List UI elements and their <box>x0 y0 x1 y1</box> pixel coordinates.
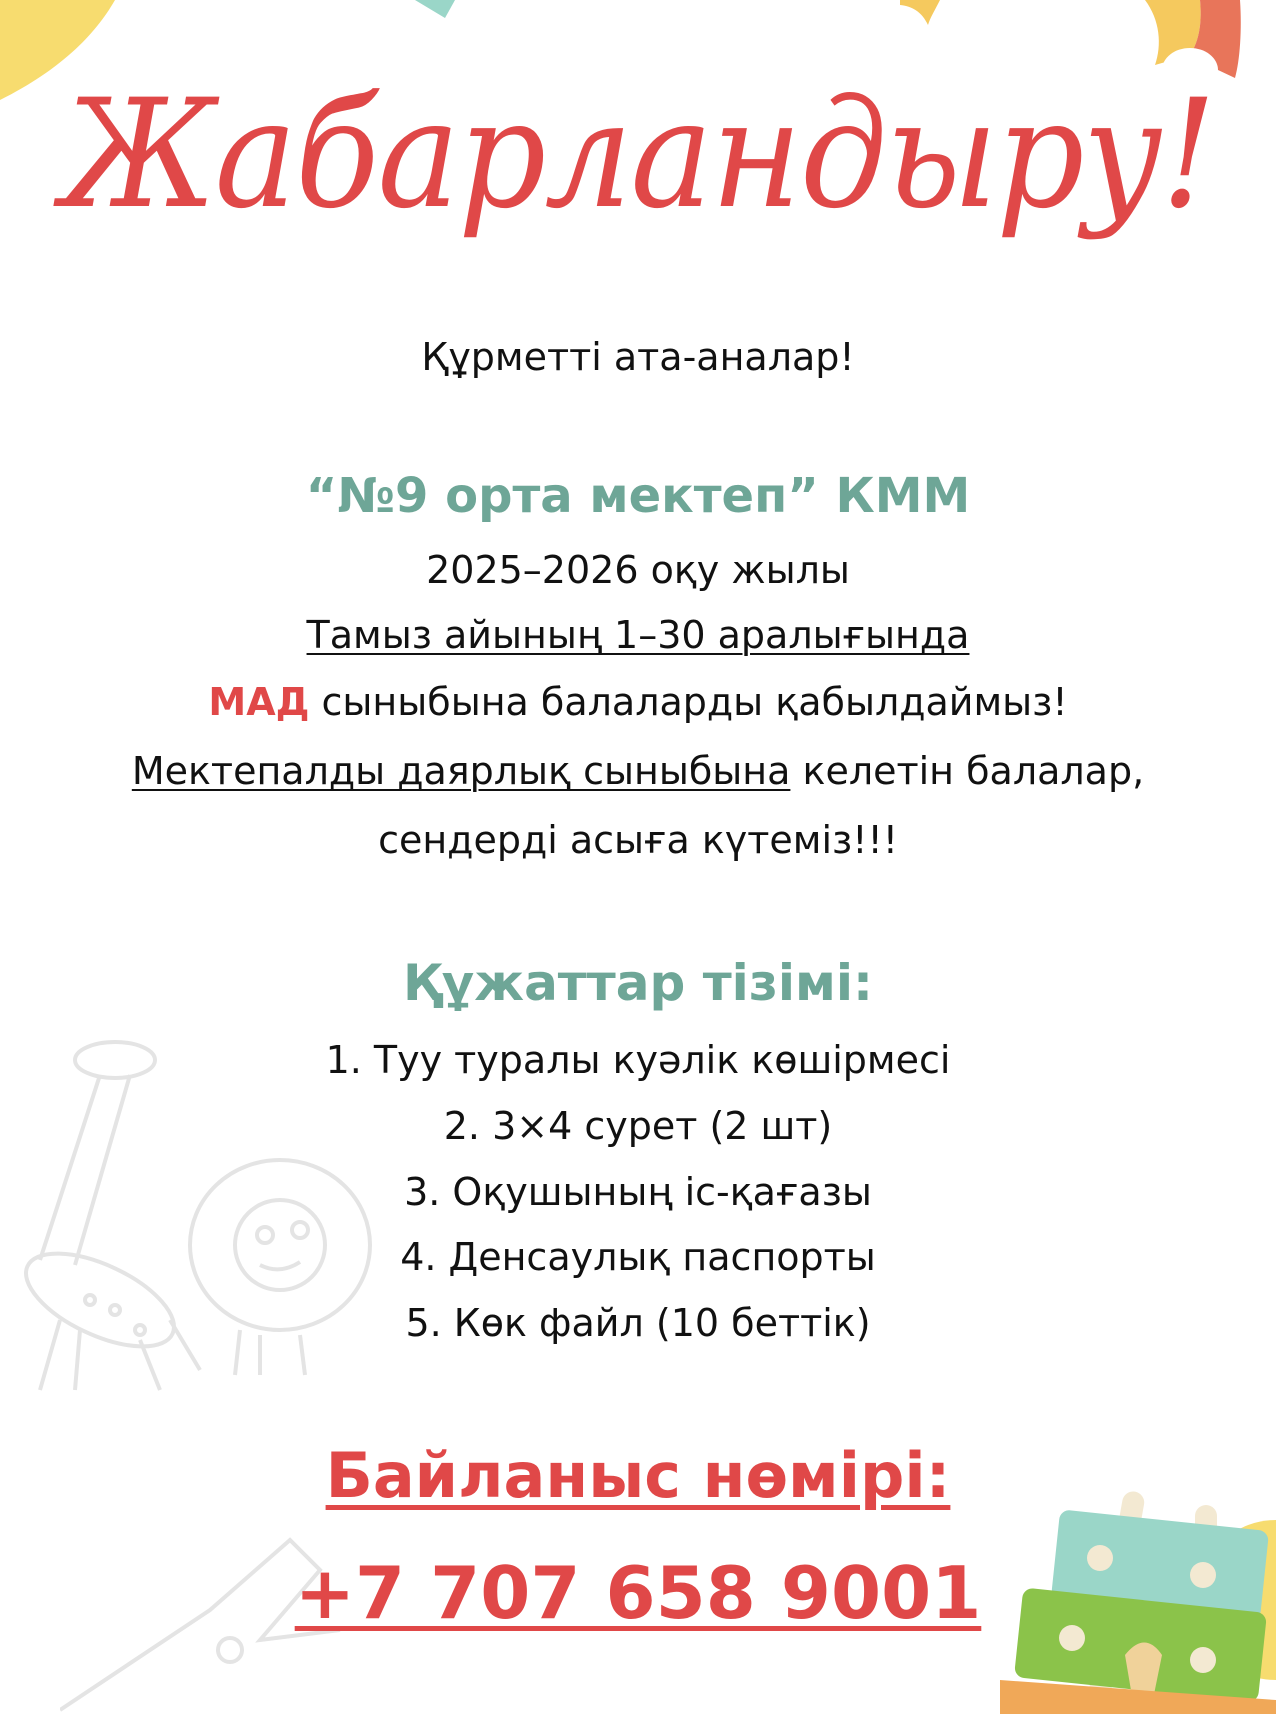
greeting: Құрметті ата-аналар! <box>421 335 855 379</box>
academic-year: 2025–2026 оқу жылы <box>426 548 850 592</box>
contact-label-line <box>0 1436 1276 1516</box>
admission-line <box>0 677 1276 727</box>
mad-highlight: МАД <box>208 680 310 724</box>
contact-phone[interactable]: +7 707 658 9001 <box>294 1551 982 1635</box>
school-name: “№9 орта мектеп” КММ <box>305 468 971 524</box>
document-item: 4. Денсаулық паспорты <box>400 1235 876 1279</box>
date-range-line <box>0 610 1276 660</box>
preschool-underlined: Мектепалды даярлық сыныбына <box>131 749 791 793</box>
document-item: 3. Оқушының іс-қағазы <box>404 1170 872 1214</box>
page-title: Жабарландыру! <box>61 68 1215 242</box>
document-item: 1. Туу туралы куәлік көшірмесі <box>325 1038 951 1082</box>
preschool-line <box>0 746 1276 796</box>
contact-phone-line <box>0 1548 1276 1638</box>
date-range: Тамыз айының 1–30 аралығында <box>306 613 970 657</box>
preschool-rest: келетін балалар, <box>790 749 1145 793</box>
closing-line: сендерді асыға күтеміз!!! <box>378 818 898 862</box>
contact-label: Байланыс нөмірі: <box>325 1439 951 1512</box>
document-item: 2. 3×4 сурет (2 шт) <box>443 1104 833 1148</box>
document-item: 5. Көк файл (10 беттік) <box>405 1301 871 1345</box>
admission-text: сыныбына балаларды қабылдаймыз! <box>309 680 1068 724</box>
documents-heading: Құжаттар тізімі: <box>402 954 874 1012</box>
